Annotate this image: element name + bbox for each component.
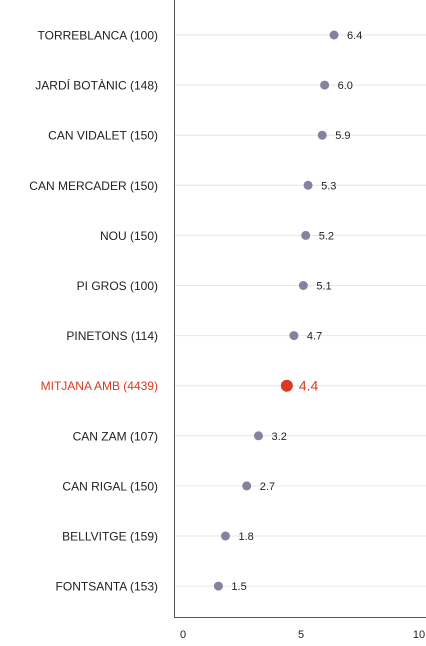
- point-jardi-botanic-148: [320, 81, 329, 90]
- value-label-nou-150: 5.2: [318, 230, 335, 243]
- point-can-vidalet-150: [318, 131, 327, 140]
- point-can-mercader-150: [304, 181, 313, 190]
- point-pi-gros-100: [299, 281, 308, 290]
- value-label-torreblanca-100: 6.4: [347, 30, 363, 42]
- value-label-can-mercader-150: 5.3: [321, 180, 337, 193]
- x-tick-label-10: 10: [412, 629, 426, 641]
- category-label-mitjana-amb-4439: MITJANA AMB (4439): [40, 379, 158, 394]
- category-label-can-mercader-150: CAN MERCADER (150): [29, 178, 158, 193]
- point-fontsanta-153: [214, 582, 223, 591]
- category-label-bellvitge-159: BELLVITGE (159): [62, 529, 158, 544]
- value-label-can-zam-107: 3.2: [271, 430, 287, 443]
- point-torreblanca-100: [330, 31, 339, 40]
- category-label-pinetons-114: PINETONS (114): [66, 329, 158, 344]
- value-label-can-vidalet-150: 5.9: [335, 130, 351, 143]
- x-tick-label-0: 0: [179, 629, 187, 641]
- category-label-can-zam-107: CAN ZAM (107): [72, 429, 158, 444]
- value-label-mitjana-amb-4439: 4.4: [298, 377, 319, 394]
- gridlines: [174, 35, 426, 586]
- value-label-can-rigal-150: 2.7: [259, 480, 276, 493]
- value-label-jardi-botanic-148: 6.0: [337, 80, 353, 93]
- category-label-nou-150: NOU (150): [99, 228, 158, 243]
- value-label-pinetons-114: 4.7: [306, 330, 323, 343]
- category-label-fontsanta-153: FONTSANTA (153): [55, 579, 158, 594]
- value-labels: [231, 30, 362, 593]
- point-can-zam-107: [254, 431, 263, 440]
- point-can-rigal-150: [242, 481, 251, 490]
- point-nou-150: [301, 231, 310, 240]
- data-points: [214, 31, 339, 594]
- point-pinetons-114: [289, 331, 298, 340]
- value-label-fontsanta-153: 1.5: [231, 581, 247, 594]
- category-label-can-vidalet-150: CAN VIDALET (150): [48, 128, 158, 143]
- category-label-can-rigal-150: CAN RIGAL (150): [62, 479, 158, 494]
- category-label-torreblanca-100: TORREBLANCA (100): [37, 28, 158, 43]
- axes: [174, 0, 426, 618]
- x-tick-label-5: 5: [297, 629, 305, 641]
- category-label-jardi-botanic-148: JARDÍ BOTÀNIC (148): [35, 78, 158, 93]
- value-label-bellvitge-159: 1.8: [238, 531, 254, 543]
- point-mitjana-amb-4439: [281, 380, 293, 392]
- x-tick-labels: [180, 629, 425, 641]
- category-labels: [29, 29, 158, 594]
- point-bellvitge-159: [221, 532, 230, 541]
- category-label-pi-gros-100: PI GROS (100): [76, 279, 158, 293]
- value-label-pi-gros-100: 5.1: [316, 280, 332, 293]
